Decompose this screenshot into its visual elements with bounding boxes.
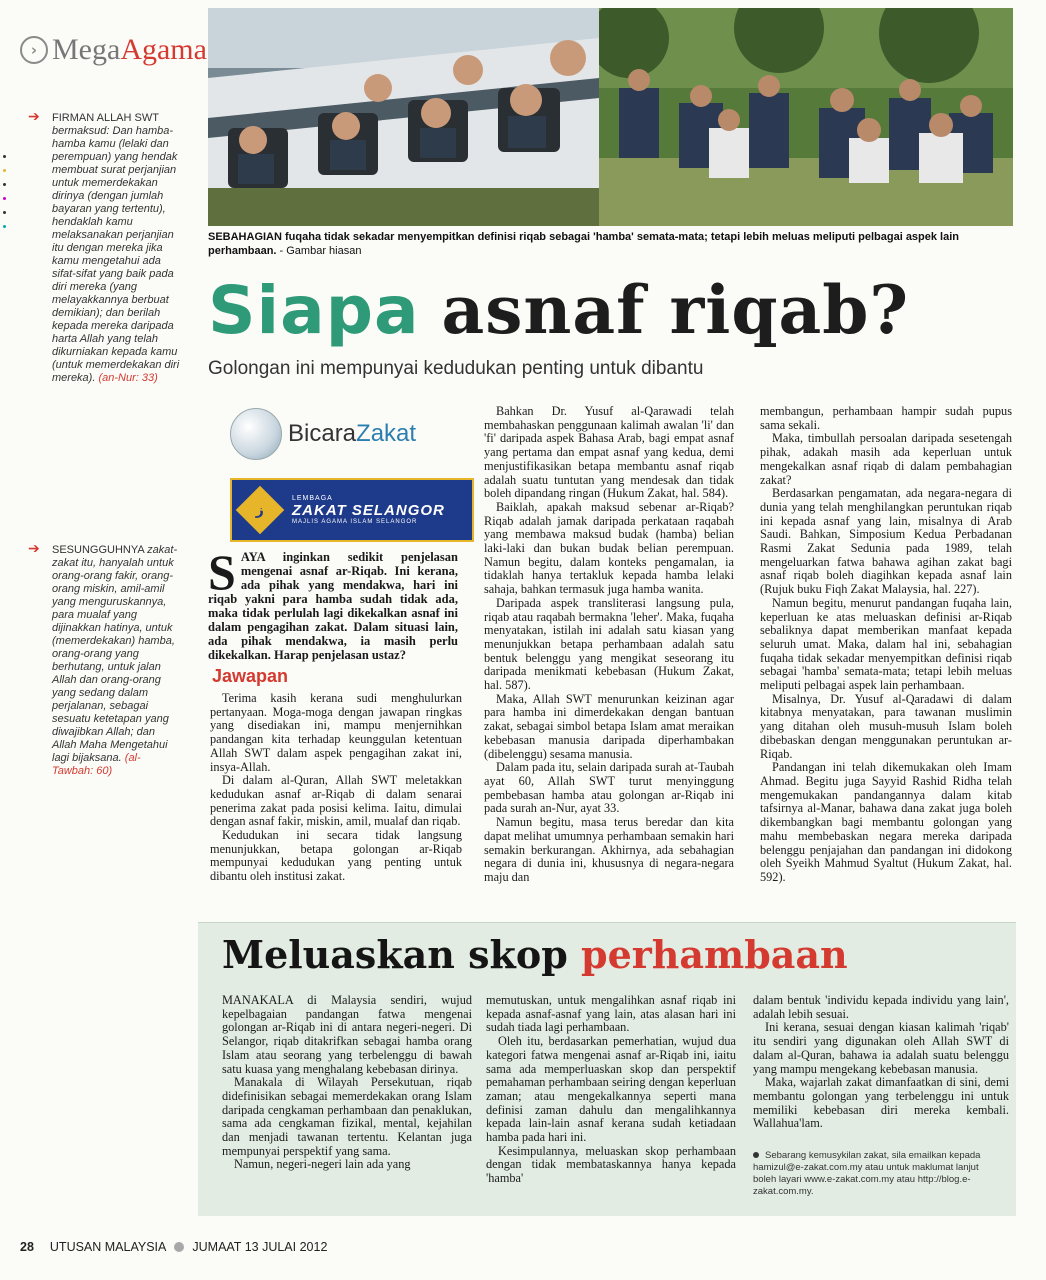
paragraph: dalam bentuk 'individu kepada individu yang lain', adalah lebih sesuai. [753, 993, 1009, 1021]
issue-date: JUMAAT 13 JULAI 2012 [192, 1240, 328, 1254]
paragraph: memutuskan, untuk mengalihkan asnaf riqab ini kepada asnaf-asnaf yang lain, atas alasan hari ini sudah tiada lagi perhambaan. [486, 993, 736, 1035]
arrow-right-icon: ➔ [28, 540, 40, 556]
zakat-logo-line2: ZAKAT SELANGOR [292, 502, 445, 519]
paragraph: Daripada aspek transliterasi langsung pula, riqab atau raqabah bermakna 'leher'. Maka, fuqaha menyatakan, istilah ini adalah satu kiasan yang menunjukkan betapa perhambaan adalah satu bentuk belenggu yang mengikat seseorang itu daripada menikmati kebebasan (Hukum Zakat, hal. 587). [484, 595, 734, 693]
paragraph: Pandangan ini telah dikemukakan oleh Imam Ahmad. Begitu juga Sayyid Rashid Ridha telah mengemukakan pandangannya dalam kitab tafsirnya al-Manar, bahawa dana zakat juga boleh dikembangkan bagi membantu golongan yang mahu membebaskan negara mereka daripada belenggu penjajahan dan pandangan ini didokong oleh Syeikh Mahmud Syaltut (Hukum Zakat, hal. 592). [760, 760, 1012, 884]
box-column-1 [222, 994, 472, 1172]
logo-agama: Agama [120, 33, 207, 66]
logo-mega: Mega [52, 33, 121, 66]
paragraph: Namun begitu, menurut pandangan fuqaha lain, keperluan ke atas meluaskan definisi ar-Riqab sebaliknya dapat memberikan manfaat kepada seluruh umat. Maka, dalam hal ini, sebahagian fuqaha tidak sekadar menyempitkan definisi riqab sebagai 'hamba' semata-mata; tetapi lebih meluas meliputi pelbagai aspek lain perhambaan. [760, 595, 1012, 693]
paragraph: membangun, perhambaan hampir sudah pupus sama sekali. [760, 404, 1012, 432]
quote-ref: (al-Tawbah: 60) [52, 752, 141, 777]
zakat-text: Zakat [356, 420, 417, 447]
article-column-3 [760, 405, 1012, 885]
headline-word1: Siapa [208, 272, 420, 349]
paragraph: Oleh itu, berdasarkan pemerhatian, wujud dua kategori fatwa mengenai asnaf ar-Riqab ini, iaitu sama ada memperluaskan skop dan perspektif pemahaman perhambaan seiring dengan keperluan zaman; atau mengekalkannya seperti mana definisi zaman dahulu dan mengalihkannya kepada lain-lain asnaf kerana sudah ketiadaan hamba pada hari ini. [486, 1034, 736, 1145]
contact-note-text: Sebarang kemusykilan zakat, sila emailkan kepada hamizul@e-zakat.com.my atau untuk maklumat lanjut boleh layari www.e-zakat.com.my atau http://blog.e-zakat.com.my. [753, 1150, 981, 1197]
box-column-3 [753, 994, 1009, 1131]
box-title-part2: perhambaan [581, 932, 848, 977]
sidebar-quote-an-nur [20, 108, 180, 385]
headline-word2: asnaf riqab? [441, 271, 910, 349]
paragraph: Bahkan Dr. Yusuf al-Qarawadi telah membahaskan penggunaan kalimah awalan 'li' dan 'fi' daripada aspek Bahasa Arab, bagi empat asnaf yang pertama dan empat asnaf yang kedua, demi menjustifikasikan betapa membantu asnaf riqab adalah suatu tuntutan yang mendesak dan tidak boleh dipandang ringan (Hukum Zakat, hal. 584). [484, 404, 734, 501]
paragraph: Maka, Allah SWT menurunkan keizinan agar para hamba ini dimerdekakan dengan bantuan zakat, sebagai simbol betapa Islam amat meraikan kebebasan manusia daripada diperhambakan (dibelenggu) sesama manusia. [484, 691, 734, 761]
section-logo [20, 30, 207, 70]
photo-bus [208, 8, 599, 226]
caption-text: SEBAHAGIAN fuqaha tidak sekadar menyempitkan definisi riqab sebagai 'hamba' semata-mata; tetapi lebih meluas meliputi pelbagai aspek lain perhambaan. [208, 231, 960, 257]
quote-intro: FIRMAN ALLAH SWT [52, 112, 159, 124]
article-column-2 [484, 405, 734, 885]
caption-credit: - Gambar hiasan [276, 245, 362, 257]
chevron-right-icon: › [20, 36, 48, 64]
paragraph: Berdasarkan pengamatan, ada negara-negara di dunia yang telah menghilangkan peruntukan riqab ini kepada asnaf yang lain, misalnya di Arab Saudi. Bahkan, Simposium Kedua Perbadanan Rasmi Zakat Sedunia pada 1989, telah mengeluarkan fatwa bahawa agihan zakat bagi asnaf riqab boleh diagihkan kepada asnaf lain (Rujuk buku Fiqh Zakat Malaysia, hal. 227). [760, 486, 1012, 597]
page-number: 28 [20, 1240, 34, 1254]
photo-caption [208, 230, 1013, 258]
newspaper-name: UTUSAN MALAYSIA [49, 1240, 167, 1254]
bicara-text: Bicara [288, 420, 357, 447]
drop-cap: S [208, 544, 236, 600]
zakat-selangor-logo [230, 478, 474, 542]
box-title [222, 928, 848, 982]
quote-body: bermaksud: Dan hamba-hamba kamu (lelaki dan perempuan) yang hendak membuat surat perjanjian untuk memerdekakan dirinya (dengan jumlah bayaran yang tertentu), hendaklah kamu melaksanakan perjanjian itu dengan mereka jika kamu mengetahui ada sifat-sifat yang baik pada diri mereka (yang melayakkannya berbuat demikian); dan berilah kepada mereka daripada harta Allah yang telah dikurniakan kepada kamu (untuk memerdekakan diri mereka). [52, 125, 180, 384]
paragraph: Baiklah, apakah maksud sebenar ar-Riqab? Riqab adalah jamak daripada perkataan raqabah yang membawa maksud budak (hamba) belian laki-laki dan bukan budak belian perempuan. Namun begitu, dalam konteks pengamalan, ia tidaklah hanya tertakluk kepada hamba lelaki sahaja, bahkan termasuk juga hamba wanita. [484, 499, 734, 597]
arrow-right-icon: ➔ [28, 108, 40, 124]
paragraph: Kesimpulannya, meluaskan skop perhambaan dengan tidak membataskannya hanya kepada 'hamba' [486, 1143, 736, 1186]
jawapan-heading: Jawapan [212, 666, 289, 686]
separator-dot-icon [174, 1242, 184, 1252]
photo-crowd [599, 8, 1013, 226]
zakat-logo-line3: MAJLIS AGAMA ISLAM SELANGOR [292, 519, 418, 525]
paragraph: Dalam pada itu, selain daripada surah at-Taubah ayat 60, Allah SWT turut menyinggung pembebasan hamba atau golongan ar-Riqab ini pada surah an-Nur, ayat 33. [484, 760, 734, 816]
paragraph: Manakala di Wilayah Persekutuan, riqab didefinisikan sebagai memerdekakan orang Islam daripada cengkaman perhambaan dan penaklukan, sama ada cengkaman fizikal, mental, kejahilan dan menjadi tawanan tertentu. Kelantan juga mempunyai perspektif yang sama. [222, 1075, 472, 1158]
bicara-logo-icon [230, 408, 282, 460]
headline [208, 270, 909, 351]
box-title-part1: Meluaskan skop [222, 932, 568, 977]
paragraph: Maka, timbullah persoalan daripada sesetengah pihak, adakah masih ada keperluan untuk mengekalkan asnaf riqab di dalam pembahagian zakat? [760, 431, 1012, 487]
bullet-icon [753, 1152, 759, 1158]
quote-ref: (an-Nur: 33) [98, 372, 158, 384]
paragraph: Ini kerana, sesuai dengan kiasan kalimah 'riqab' itu sendiri yang digunakan oleh Allah SWT di dalam al-Quran, bahawa ia adalah suatu belenggu yang mampu mengekang kebebasan manusia. [753, 1020, 1009, 1076]
box-column-2 [486, 994, 736, 1186]
paragraph: Terima kasih kerana sudi menghulurkan pertanyaan. Moga-moga dengan jawapan ringkas yang disediakan ini, mampu menjernihkan pandangan kita terhadap keunggulan ketentuan Allah SWT dalam aspek pengagihan zakat ini, insya-Allah. [210, 691, 462, 774]
paragraph: Maka, wajarlah zakat dimanfaatkan di sini, demi membantu golongan yang terbelenggu ini untuk memiliki kebebasan diri mereka kembali. Wallahua'lam. [753, 1075, 1009, 1131]
reader-question [208, 544, 458, 662]
zakat-logo-line1: LEMBAGA [292, 495, 333, 502]
paragraph: MANAKALA di Malaysia sendiri, wujud kepelbagaian pandangan fatwa mengenai golongan ar-Riqab ini di antara negeri-negeri. Di Selangor, riqab ditakrifkan sebagai hamba orang Islam atau seorang yang terbelenggu di bawah satu kuasa yang menghalang kebebasan dirinya. [222, 993, 472, 1076]
bicara-zakat-logo [230, 408, 416, 460]
paragraph: Namun begitu, masa terus beredar dan kita dapat melihat umumnya perhambaan semakin hari semakin berkurangan. Akhirnya, ada sebahagian negara di dunia ini, khususnya di negara-negara maju dan [484, 815, 734, 884]
edge-dots [3, 155, 9, 239]
paragraph: Di dalam al-Quran, Allah SWT meletakkan kedudukan asnaf ar-Riqab di dalam senarai penerima zakat pada posisi kelima. Iaitu, dimulai dengan asnaf fakir, miskin, amil, mualaf dan riqab. [210, 773, 462, 829]
quote-intro: SESUNGGUHNYA [52, 544, 145, 556]
article-column-1 [210, 692, 462, 884]
quote-body: zakat-zakat itu, hanyalah untuk orang-orang fakir, orang-orang miskin, amil-amil yang menguruskannya, para mualaf yang dijinakkan hatinya, untuk (memerdekakan) hamba, orang-orang yang berhutang, untuk jalan Allah dan orang-orang yang sedang dalam perjalanan, sebagai sesuatu ketetapan yang diwajibkan Allah; dan Allah Maha Mengetahui lagi bijaksana. [52, 544, 178, 764]
subheadline: Golongan ini mempunyai kedudukan penting untuk dibantu [208, 358, 704, 379]
contact-note [753, 1150, 998, 1198]
sidebar-quote-al-tawbah [20, 540, 180, 778]
paragraph: Kedudukan ini secara tidak langsung menunjukkan, betapa golongan ar-Riqab mempunyai kedudukan yang penting untuk dibantu oleh institusi zakat. [210, 828, 462, 884]
question-text: AYA inginkan sedikit penjelasan mengenai asnaf ar-Riqab. Ini kerana, ada pihak yang mendakwa, hari ini riqab yakni para hamba sudah tidak ada, maka tidak perlulah lagi dikekalkan asnaf ini dalam pengagihan zakat. Dalam situasi lain, ada pihak mendakwa, ia masih perlu dikekalkan. Harap penjelasan ustaz? [208, 550, 458, 662]
paragraph: Misalnya, Dr. Yusuf al-Qaradawi di dalam kitabnya menyatakan, para tawanan muslimin yang ditahan oleh musuh-musuh Islam boleh dibebaskan dengan menggunakan peruntukan ar-Riqab. [760, 691, 1012, 761]
paragraph: Namun, negeri-negeri lain ada yang [234, 1157, 411, 1172]
page-footer [20, 1240, 327, 1254]
zakat-emblem-icon: ز [236, 486, 285, 535]
